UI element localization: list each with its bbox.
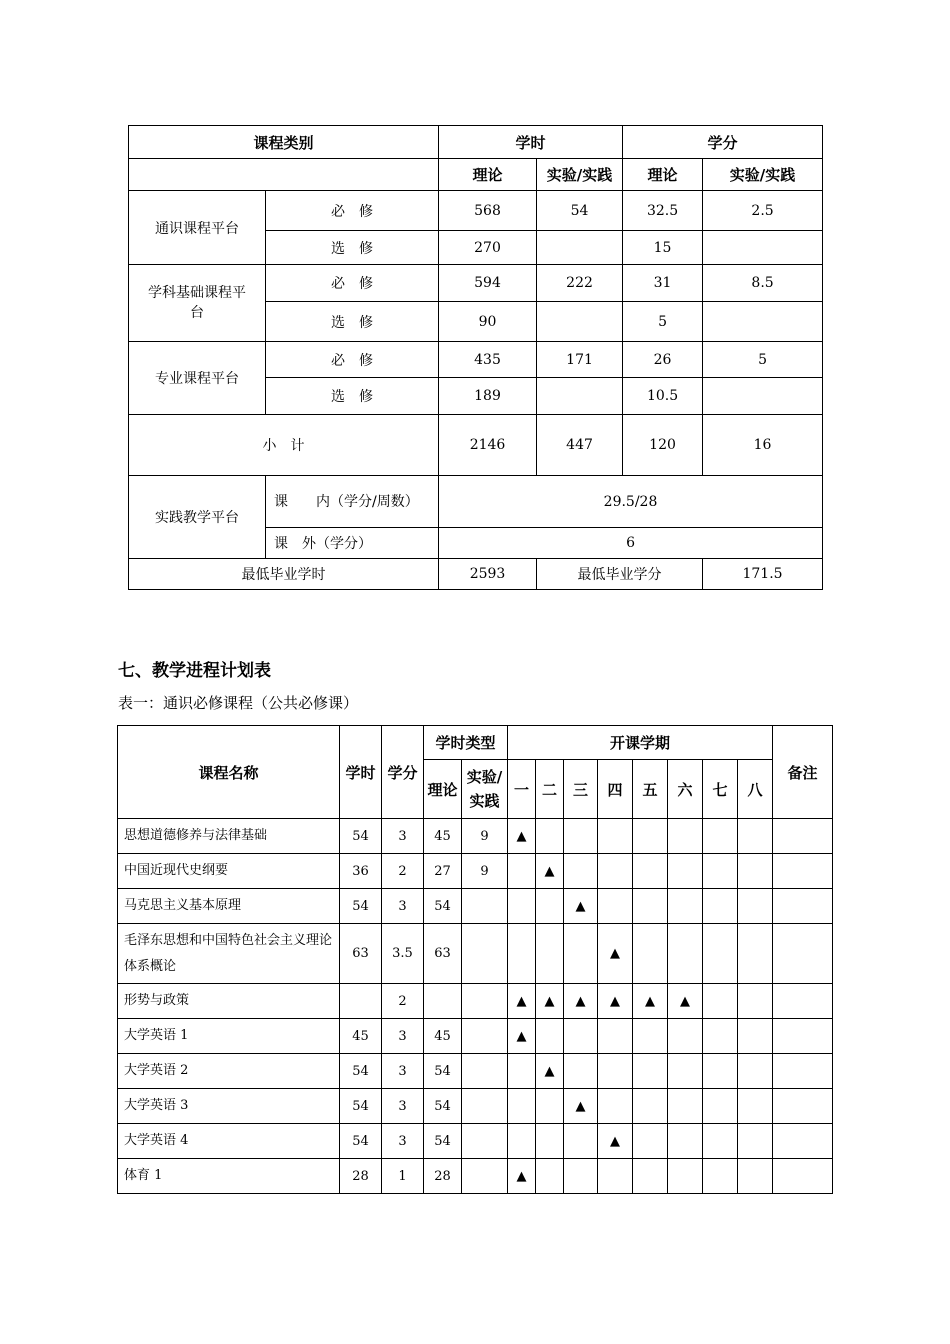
semester-marker: ▲ bbox=[633, 984, 668, 1019]
course-hours: 54 bbox=[340, 1089, 382, 1124]
header-practice: 实验/实践 bbox=[462, 760, 508, 819]
header-semester-7: 七 bbox=[703, 760, 738, 819]
course-hours: 36 bbox=[340, 854, 382, 889]
semester-cell bbox=[738, 1159, 773, 1194]
course-hours: 54 bbox=[340, 819, 382, 854]
header-category: 课程类别 bbox=[129, 126, 439, 159]
semester-cell bbox=[598, 1089, 633, 1124]
course-practice: 9 bbox=[462, 854, 508, 889]
header-remarks: 备注 bbox=[773, 726, 833, 819]
semester-cell bbox=[598, 819, 633, 854]
semester-cell bbox=[536, 1019, 564, 1054]
semester-cell bbox=[564, 819, 598, 854]
semester-cell bbox=[633, 1019, 668, 1054]
hours-theory: 189 bbox=[439, 378, 537, 415]
course-name: 中国近现代史纲要 bbox=[118, 854, 340, 889]
course-name: 体育 1 bbox=[118, 1159, 340, 1194]
course-practice: 9 bbox=[462, 819, 508, 854]
course-type: 选 修 bbox=[266, 378, 439, 415]
semester-cell bbox=[508, 854, 536, 889]
course-type: 必 修 bbox=[266, 191, 439, 231]
semester-cell bbox=[703, 984, 738, 1019]
credits-theory: 31 bbox=[623, 265, 703, 302]
course-hours: 28 bbox=[340, 1159, 382, 1194]
practice-inner-label: 课 内（学分/周数） bbox=[266, 476, 439, 528]
course-name: 形势与政策 bbox=[118, 984, 340, 1019]
credits-practice: 5 bbox=[703, 342, 823, 378]
course-credits: 1 bbox=[382, 1159, 424, 1194]
semester-cell bbox=[703, 889, 738, 924]
semester-cell bbox=[536, 1124, 564, 1159]
hours-practice bbox=[537, 378, 623, 415]
semester-cell bbox=[703, 1089, 738, 1124]
credits-practice bbox=[703, 378, 823, 415]
header-hours: 学时 bbox=[340, 726, 382, 819]
semester-cell bbox=[668, 819, 703, 854]
semester-marker: ▲ bbox=[536, 984, 564, 1019]
semester-cell bbox=[633, 1089, 668, 1124]
header-credits-theory: 理论 bbox=[623, 159, 703, 191]
table-row bbox=[118, 854, 833, 889]
semester-marker: ▲ bbox=[536, 854, 564, 889]
course-hours bbox=[340, 984, 382, 1019]
semester-marker: ▲ bbox=[564, 1089, 598, 1124]
credits-practice bbox=[703, 302, 823, 342]
header-semester-1: 一 bbox=[508, 760, 536, 819]
header-hour-type: 学时类型 bbox=[424, 726, 508, 760]
course-remarks bbox=[773, 1124, 833, 1159]
semester-cell bbox=[738, 819, 773, 854]
practice-outer-label: 课 外（学分） bbox=[266, 528, 439, 559]
table-row bbox=[118, 1124, 833, 1159]
semester-cell bbox=[668, 924, 703, 984]
semester-cell bbox=[598, 889, 633, 924]
table-row bbox=[118, 1019, 833, 1054]
table-row bbox=[118, 819, 833, 854]
semester-cell bbox=[536, 924, 564, 984]
course-hours: 54 bbox=[340, 1124, 382, 1159]
semester-cell bbox=[703, 819, 738, 854]
course-credits: 2 bbox=[382, 984, 424, 1019]
course-remarks bbox=[773, 1159, 833, 1194]
semester-marker: ▲ bbox=[536, 1054, 564, 1089]
course-theory: 45 bbox=[424, 1019, 462, 1054]
semester-marker: ▲ bbox=[508, 1159, 536, 1194]
semester-cell bbox=[703, 854, 738, 889]
semester-cell bbox=[536, 819, 564, 854]
credits-practice bbox=[703, 231, 823, 265]
course-name: 马克思主义基本原理 bbox=[118, 889, 340, 924]
subtotal-label: 小 计 bbox=[129, 415, 439, 476]
header-blank bbox=[129, 159, 439, 191]
course-schedule-table bbox=[117, 725, 833, 1194]
course-theory bbox=[424, 984, 462, 1019]
course-practice bbox=[462, 924, 508, 984]
subtotal-credits-practice: 16 bbox=[703, 415, 823, 476]
course-credits: 3.5 bbox=[382, 924, 424, 984]
min-hours-value: 2593 bbox=[439, 559, 537, 590]
semester-cell bbox=[738, 854, 773, 889]
subtotal-hours-theory: 2146 bbox=[439, 415, 537, 476]
course-type: 必 修 bbox=[266, 265, 439, 302]
semester-cell bbox=[598, 1159, 633, 1194]
course-credits: 3 bbox=[382, 1019, 424, 1054]
table-row bbox=[118, 924, 833, 984]
course-remarks bbox=[773, 819, 833, 854]
semester-cell bbox=[633, 889, 668, 924]
course-hours: 63 bbox=[340, 924, 382, 984]
credit-summary-table bbox=[128, 125, 823, 590]
semester-cell bbox=[703, 1159, 738, 1194]
platform-name: 专业课程平台 bbox=[129, 342, 266, 415]
semester-cell bbox=[508, 1054, 536, 1089]
semester-marker: ▲ bbox=[598, 924, 633, 984]
header-theory: 理论 bbox=[424, 760, 462, 819]
semester-cell bbox=[738, 1089, 773, 1124]
credits-theory: 32.5 bbox=[623, 191, 703, 231]
credits-theory: 26 bbox=[623, 342, 703, 378]
course-practice bbox=[462, 889, 508, 924]
header-semester-8: 八 bbox=[738, 760, 773, 819]
header-semester-2: 二 bbox=[536, 760, 564, 819]
semester-cell bbox=[508, 924, 536, 984]
hours-theory: 568 bbox=[439, 191, 537, 231]
course-type: 选 修 bbox=[266, 302, 439, 342]
course-type: 选 修 bbox=[266, 231, 439, 265]
practice-outer-value: 6 bbox=[439, 528, 823, 559]
course-theory: 54 bbox=[424, 1089, 462, 1124]
semester-marker: ▲ bbox=[564, 984, 598, 1019]
course-credits: 2 bbox=[382, 854, 424, 889]
course-remarks bbox=[773, 924, 833, 984]
table-row bbox=[118, 1089, 833, 1124]
hours-practice: 171 bbox=[537, 342, 623, 378]
semester-cell bbox=[703, 1124, 738, 1159]
header-course-name: 课程名称 bbox=[118, 726, 340, 819]
semester-cell bbox=[508, 1089, 536, 1124]
course-theory: 45 bbox=[424, 819, 462, 854]
course-credits: 3 bbox=[382, 1054, 424, 1089]
semester-cell bbox=[598, 1054, 633, 1089]
semester-marker: ▲ bbox=[508, 1019, 536, 1054]
course-credits: 3 bbox=[382, 1089, 424, 1124]
course-name: 大学英语 3 bbox=[118, 1089, 340, 1124]
course-remarks bbox=[773, 984, 833, 1019]
hours-theory: 435 bbox=[439, 342, 537, 378]
min-credits-value: 171.5 bbox=[703, 559, 823, 590]
header-credits-practice: 实验/实践 bbox=[703, 159, 823, 191]
credits-practice: 2.5 bbox=[703, 191, 823, 231]
semester-cell bbox=[703, 1054, 738, 1089]
semester-cell bbox=[564, 1159, 598, 1194]
course-name: 大学英语 1 bbox=[118, 1019, 340, 1054]
credits-theory: 10.5 bbox=[623, 378, 703, 415]
semester-cell bbox=[738, 924, 773, 984]
header-credits: 学分 bbox=[382, 726, 424, 819]
header-semester-5: 五 bbox=[633, 760, 668, 819]
header-hours-theory: 理论 bbox=[439, 159, 537, 191]
semester-cell bbox=[598, 854, 633, 889]
table-row bbox=[118, 984, 833, 1019]
semester-marker: ▲ bbox=[668, 984, 703, 1019]
semester-cell bbox=[633, 854, 668, 889]
hours-theory: 90 bbox=[439, 302, 537, 342]
course-remarks bbox=[773, 1089, 833, 1124]
semester-cell bbox=[564, 924, 598, 984]
semester-cell bbox=[536, 1159, 564, 1194]
hours-practice bbox=[537, 231, 623, 265]
min-credits-label: 最低毕业学分 bbox=[537, 559, 703, 590]
hours-theory: 270 bbox=[439, 231, 537, 265]
subtotal-credits-theory: 120 bbox=[623, 415, 703, 476]
semester-cell bbox=[508, 889, 536, 924]
course-name: 思想道德修养与法律基础 bbox=[118, 819, 340, 854]
platform-name: 学科基础课程平台 bbox=[129, 265, 266, 342]
semester-cell bbox=[738, 1019, 773, 1054]
course-credits: 3 bbox=[382, 819, 424, 854]
course-theory: 63 bbox=[424, 924, 462, 984]
hours-practice bbox=[537, 302, 623, 342]
semester-cell bbox=[633, 1054, 668, 1089]
header-semester-4: 四 bbox=[598, 760, 633, 819]
semester-cell bbox=[668, 1019, 703, 1054]
course-practice bbox=[462, 1159, 508, 1194]
platform-name: 通识课程平台 bbox=[129, 191, 266, 265]
header-semesters: 开课学期 bbox=[508, 726, 773, 760]
hours-theory: 594 bbox=[439, 265, 537, 302]
semester-cell bbox=[598, 1019, 633, 1054]
semester-cell bbox=[738, 1054, 773, 1089]
hours-practice: 54 bbox=[537, 191, 623, 231]
header-hours-practice: 实验/实践 bbox=[537, 159, 623, 191]
course-remarks bbox=[773, 1054, 833, 1089]
semester-cell bbox=[668, 1054, 703, 1089]
semester-cell bbox=[738, 1124, 773, 1159]
semester-cell bbox=[564, 1054, 598, 1089]
section-title: 七、教学进程计划表 bbox=[118, 661, 271, 681]
course-name: 大学英语 2 bbox=[118, 1054, 340, 1089]
semester-cell bbox=[633, 1159, 668, 1194]
semester-cell bbox=[536, 1089, 564, 1124]
semester-cell bbox=[508, 1124, 536, 1159]
subtotal-hours-practice: 447 bbox=[537, 415, 623, 476]
course-remarks bbox=[773, 889, 833, 924]
semester-marker: ▲ bbox=[508, 819, 536, 854]
semester-cell bbox=[668, 889, 703, 924]
semester-marker: ▲ bbox=[598, 984, 633, 1019]
semester-cell bbox=[633, 1124, 668, 1159]
course-credits: 3 bbox=[382, 889, 424, 924]
course-practice bbox=[462, 1054, 508, 1089]
semester-cell bbox=[703, 1019, 738, 1054]
course-practice bbox=[462, 1019, 508, 1054]
course-hours: 54 bbox=[340, 1054, 382, 1089]
min-hours-label: 最低毕业学时 bbox=[129, 559, 439, 590]
course-theory: 27 bbox=[424, 854, 462, 889]
course-theory: 54 bbox=[424, 1124, 462, 1159]
credits-theory: 5 bbox=[623, 302, 703, 342]
semester-cell bbox=[564, 1019, 598, 1054]
course-theory: 54 bbox=[424, 889, 462, 924]
semester-cell bbox=[633, 924, 668, 984]
table-row bbox=[118, 889, 833, 924]
credits-practice: 8.5 bbox=[703, 265, 823, 302]
course-hours: 54 bbox=[340, 889, 382, 924]
header-credits: 学分 bbox=[623, 126, 823, 159]
table-row bbox=[118, 1159, 833, 1194]
course-practice bbox=[462, 1089, 508, 1124]
semester-cell bbox=[668, 1124, 703, 1159]
practice-inner-value: 29.5/28 bbox=[439, 476, 823, 528]
course-hours: 45 bbox=[340, 1019, 382, 1054]
practice-platform-name: 实践教学平台 bbox=[129, 476, 266, 559]
credits-theory: 15 bbox=[623, 231, 703, 265]
semester-cell bbox=[668, 1089, 703, 1124]
semester-marker: ▲ bbox=[598, 1124, 633, 1159]
course-theory: 28 bbox=[424, 1159, 462, 1194]
semester-cell bbox=[564, 1124, 598, 1159]
semester-cell bbox=[738, 984, 773, 1019]
header-semester-6: 六 bbox=[668, 760, 703, 819]
semester-marker: ▲ bbox=[508, 984, 536, 1019]
course-type: 必 修 bbox=[266, 342, 439, 378]
table-row bbox=[118, 1054, 833, 1089]
course-remarks bbox=[773, 854, 833, 889]
semester-cell bbox=[564, 854, 598, 889]
header-semester-3: 三 bbox=[564, 760, 598, 819]
table-caption: 表一：通识必修课程（公共必修课） bbox=[118, 694, 359, 712]
semester-cell bbox=[633, 819, 668, 854]
course-practice bbox=[462, 984, 508, 1019]
semester-cell bbox=[668, 1159, 703, 1194]
course-practice bbox=[462, 1124, 508, 1159]
semester-marker: ▲ bbox=[564, 889, 598, 924]
semester-cell bbox=[703, 924, 738, 984]
course-remarks bbox=[773, 1019, 833, 1054]
semester-cell bbox=[738, 889, 773, 924]
course-name: 毛泽东思想和中国特色社会主义理论体系概论 bbox=[118, 924, 340, 984]
course-name: 大学英语 4 bbox=[118, 1124, 340, 1159]
semester-cell bbox=[536, 889, 564, 924]
schedule-body bbox=[118, 819, 833, 1194]
course-theory: 54 bbox=[424, 1054, 462, 1089]
semester-cell bbox=[668, 854, 703, 889]
header-hours: 学时 bbox=[439, 126, 623, 159]
hours-practice: 222 bbox=[537, 265, 623, 302]
course-credits: 3 bbox=[382, 1124, 424, 1159]
